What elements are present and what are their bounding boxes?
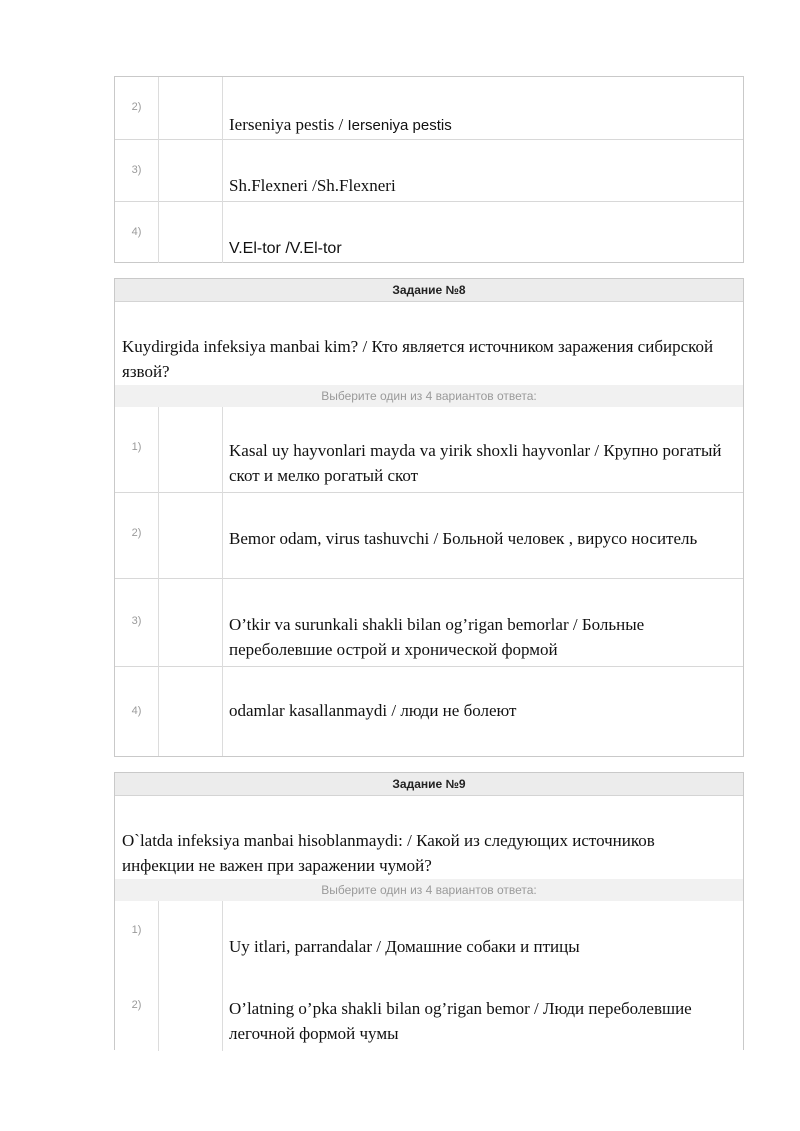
column-divider bbox=[158, 77, 159, 263]
column-divider bbox=[158, 407, 159, 756]
option-number: 1) bbox=[131, 441, 142, 453]
option-text: Uy itlari, parrandalar / Домашние собаки и птицы bbox=[229, 937, 580, 956]
question-text: O`latda infeksiya manbai hisoblanmaydi: / Какой из следующих источников инфекции не важен при заражении чумой? bbox=[122, 831, 655, 875]
option-text: Kasal uy hayvonlari mayda va yirik shoxli hayvonlar / Крупно рогатый скот и мелко рогатый скот bbox=[229, 441, 722, 485]
option-text: V.El-tor /V.El-tor bbox=[229, 240, 342, 257]
option-text: Ierseniya pestis / Ierseniya pestis bbox=[229, 115, 452, 134]
answer-option-2[interactable] bbox=[115, 979, 743, 1051]
option-number: 2) bbox=[131, 999, 142, 1011]
answer-option-2[interactable] bbox=[115, 77, 743, 139]
answer-option-4[interactable] bbox=[115, 666, 743, 757]
option-number: 3) bbox=[131, 164, 142, 176]
answer-option-3[interactable] bbox=[115, 139, 743, 202]
answer-option-1[interactable] bbox=[115, 407, 743, 492]
option-number: 2) bbox=[131, 527, 142, 539]
option-text: odamlar kasallanmaydi / люди не болеют bbox=[229, 701, 517, 720]
option-text: Sh.Flexneri /Sh.Flexneri bbox=[229, 176, 396, 195]
column-divider bbox=[222, 77, 223, 263]
column-divider bbox=[158, 901, 159, 1051]
answer-option-4[interactable] bbox=[115, 201, 743, 264]
task-header: Задание №9 bbox=[115, 773, 743, 796]
answer-hint: Выберите один из 4 вариантов ответа: bbox=[115, 385, 743, 407]
option-number: 4) bbox=[131, 226, 142, 238]
option-number: 4) bbox=[131, 705, 142, 717]
option-text: O’latning o’pka shakli bilan og’rigan bemor / Люди переболевшие легочной формой чумы bbox=[229, 999, 692, 1043]
option-number: 2) bbox=[131, 101, 142, 113]
answer-option-1[interactable] bbox=[115, 901, 743, 979]
question-text: Kuydirgida infeksiya manbai kim? / Кто является источником заражения сибирской язвой? bbox=[122, 337, 714, 381]
option-text: Bemor odam, virus tashuvchi / Больной человек , вирусо носитель bbox=[229, 529, 698, 548]
task-9 bbox=[114, 772, 744, 1050]
column-divider bbox=[222, 407, 223, 756]
option-text: O’tkir va surunkali shakli bilan og’rigan bemorlar / Больные переболевшие острой и хронической формой bbox=[229, 615, 645, 659]
answer-hint: Выберите один из 4 вариантов ответа: bbox=[115, 879, 743, 901]
task-8 bbox=[114, 278, 744, 757]
option-number: 3) bbox=[131, 615, 142, 627]
task-7-answers-continued bbox=[114, 76, 744, 263]
answer-option-2[interactable] bbox=[115, 492, 743, 579]
answer-option-3[interactable] bbox=[115, 578, 743, 667]
option-number: 1) bbox=[131, 924, 142, 936]
column-divider bbox=[222, 901, 223, 1051]
task-header: Задание №8 bbox=[115, 279, 743, 302]
